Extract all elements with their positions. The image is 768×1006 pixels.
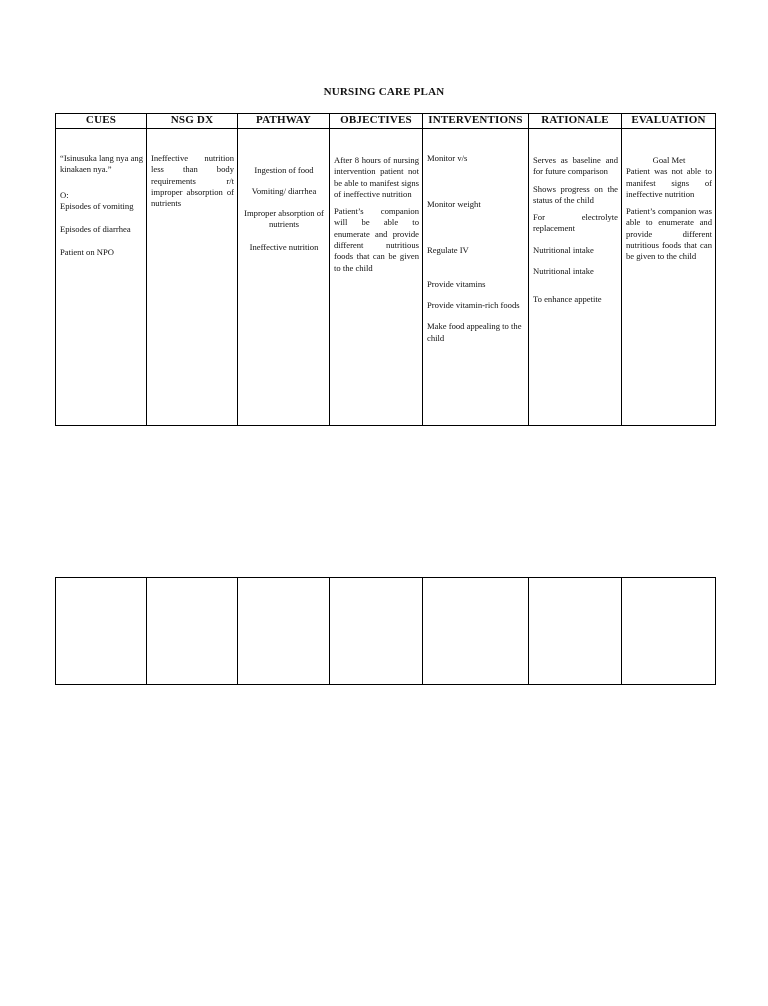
rationale-item: Nutritional intake bbox=[533, 244, 594, 255]
cues-vomiting: Episodes of vomiting bbox=[60, 200, 134, 211]
page-title: NURSING CARE PLAN bbox=[323, 86, 445, 98]
blank-care-plan-table bbox=[55, 577, 716, 685]
objective-item: After 8 hours of nursing intervention patient not be able to manifest signs of ineffective nutrition bbox=[334, 155, 419, 199]
rationale-item: Nutritional intake bbox=[533, 266, 594, 277]
pathway-step: Improper absorption of nutrients bbox=[244, 207, 324, 229]
objective-item: Patient’s companion will be able to enumerate and provide different nutritious foods that can be given to the child bbox=[334, 206, 419, 273]
evaluation-cell bbox=[622, 129, 716, 426]
nsg-dx-text: Ineffective nutrition less than body requirements r/t improper absorption of nutrients bbox=[151, 153, 234, 209]
blank-cell bbox=[147, 578, 238, 685]
header-row bbox=[56, 114, 716, 129]
header-interventions: INTERVENTIONS bbox=[423, 114, 529, 129]
header-objectives: OBJECTIVES bbox=[330, 114, 423, 129]
objectives-cell bbox=[330, 129, 423, 426]
blank-cell bbox=[330, 578, 423, 685]
blank-cell bbox=[529, 578, 622, 685]
pathway-step: Ineffective nutrition bbox=[249, 242, 319, 253]
header-evaluation: EVALUATION bbox=[622, 114, 716, 129]
intervention-item: Provide vitamins bbox=[427, 278, 486, 289]
header-pathway: PATHWAY bbox=[238, 114, 330, 129]
intervention-item: Regulate IV bbox=[427, 244, 469, 255]
rationale-item: For electrolyte replacement bbox=[533, 212, 618, 234]
blank-cell bbox=[423, 578, 529, 685]
cues-npo: Patient on NPO bbox=[60, 247, 114, 258]
cues-quote: “Isinusuka lang nya ang kinakaen nya.” bbox=[60, 153, 143, 175]
rationale-item: Serves as baseline and for future comparison bbox=[533, 155, 618, 177]
pathway-step: Vomiting/ diarrhea bbox=[251, 186, 317, 197]
rationale-item: Shows progress on the status of the child bbox=[533, 183, 618, 205]
care-plan-table bbox=[55, 113, 716, 426]
evaluation-item: Patient’s companion was able to enumerate and provide different nutritious foods that can be given to the child bbox=[626, 206, 712, 262]
header-rationale: RATIONALE bbox=[529, 114, 622, 129]
rationale-item: To enhance appetite bbox=[533, 294, 602, 305]
blank-cell bbox=[56, 578, 147, 685]
header-cues: CUES bbox=[56, 114, 147, 129]
blank-cell bbox=[622, 578, 716, 685]
evaluation-item: Patient was not able to manifest signs of ineffective nutrition bbox=[626, 166, 712, 199]
intervention-item: Monitor v/s bbox=[427, 153, 468, 163]
cues-cell bbox=[56, 129, 147, 426]
cues-o-label: O: bbox=[60, 189, 69, 200]
header-nsg-dx: NSG DX bbox=[147, 114, 238, 129]
table-row bbox=[56, 578, 716, 685]
intervention-item: Provide vitamin-rich foods bbox=[427, 300, 520, 311]
evaluation-goal: Goal Met bbox=[652, 155, 686, 165]
table-row bbox=[56, 129, 716, 426]
rationale-cell bbox=[529, 129, 622, 426]
nsg-dx-cell bbox=[147, 129, 238, 426]
pathway-step: Ingestion of food bbox=[254, 165, 314, 175]
pathway-cell bbox=[238, 129, 330, 426]
intervention-item: Monitor weight bbox=[427, 199, 481, 210]
cues-diarrhea: Episodes of diarrhea bbox=[60, 224, 131, 235]
intervention-item: Make food appealing to the child bbox=[427, 321, 522, 343]
interventions-cell bbox=[423, 129, 529, 426]
blank-cell bbox=[238, 578, 330, 685]
